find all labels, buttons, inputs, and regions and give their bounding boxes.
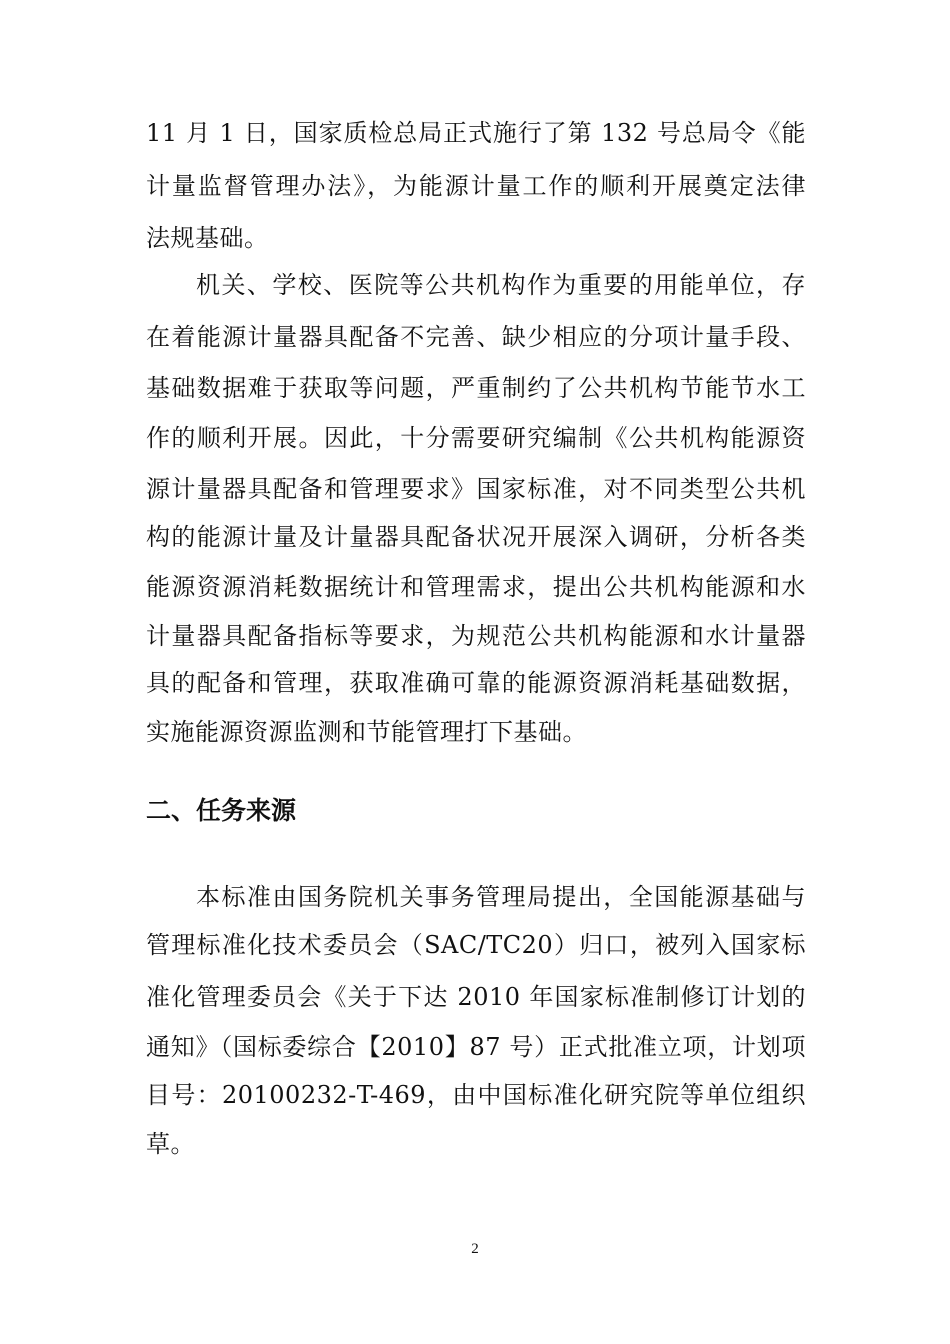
paragraph-2-line-2: 在着能源计量器具配备不完善、缺少相应的分项计量手段、 bbox=[146, 323, 806, 351]
paragraph-1-line-3: 法规基础。 bbox=[146, 224, 269, 252]
section-heading: 二、任务来源 bbox=[146, 796, 297, 825]
paragraph-3-line-5: 目号：20100232-T-469，由中国标准化研究院等单位组织 bbox=[146, 1081, 806, 1109]
paragraph-2-line-7: 能源资源消耗数据统计和管理需求，提出公共机构能源和水 bbox=[146, 573, 806, 601]
paragraph-2-line-6: 构的能源计量及计量器具配备状况开展深入调研，分析各类 bbox=[146, 523, 806, 551]
paragraph-2-line-4: 作的顺利开展。因此，十分需要研究编制《公共机构能源资 bbox=[146, 424, 806, 452]
paragraph-3-line-3: 准化管理委员会《关于下达 2010 年国家标准制修订计划的 bbox=[146, 983, 806, 1011]
paragraph-2-line-9: 具的配备和管理，获取准确可靠的能源资源消耗基础数据， bbox=[146, 669, 806, 697]
paragraph-3-line-2: 管理标准化技术委员会（SAC/TC20）归口，被列入国家标 bbox=[146, 931, 806, 959]
paragraph-2-line-1: 机关、学校、医院等公共机构作为重要的用能单位，存 bbox=[196, 271, 806, 299]
paragraph-2-line-3: 基础数据难于获取等问题，严重制约了公共机构节能节水工 bbox=[146, 374, 806, 402]
page-number: 2 bbox=[471, 1241, 479, 1257]
paragraph-1-line-2: 计量监督管理办法》，为能源计量工作的顺利开展奠定法律 bbox=[146, 172, 806, 200]
paragraph-2-line-10: 实施能源资源监测和节能管理打下基础。 bbox=[146, 718, 587, 746]
paragraph-3-line-6: 草。 bbox=[146, 1130, 195, 1158]
paragraph-3-line-1: 本标准由国务院机关事务管理局提出，全国能源基础与 bbox=[196, 883, 806, 911]
paragraph-1-line-1: 11 月 1 日，国家质检总局正式施行了第 132 号总局令《能 bbox=[146, 119, 806, 147]
paragraph-2-line-5: 源计量器具配备和管理要求》国家标准，对不同类型公共机 bbox=[146, 475, 806, 503]
paragraph-3-line-4: 通知》（国标委综合【2010】87 号）正式批准立项，计划项 bbox=[146, 1033, 806, 1061]
paragraph-2-line-8: 计量器具配备指标等要求，为规范公共机构能源和水计量器 bbox=[146, 622, 806, 650]
